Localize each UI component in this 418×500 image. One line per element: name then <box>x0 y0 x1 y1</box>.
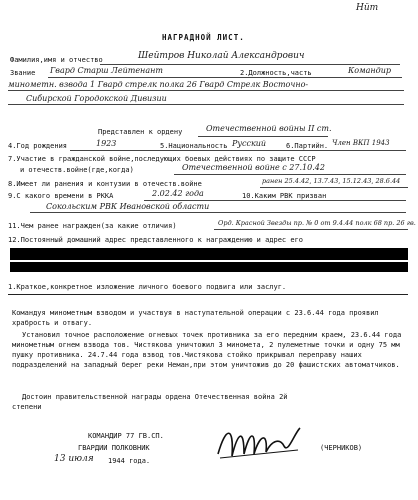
position-value-1: Командир <box>348 66 392 75</box>
date-handwritten: 13 июля <box>54 454 94 464</box>
fio-value: Шейтров Николай Александрович <box>138 51 305 61</box>
position-value-2: минометн. взвода 1 Гвард стрелк полка 26 Гвард Стрелк Восточно- <box>8 80 309 89</box>
wounds-underline <box>260 187 408 188</box>
body-paragraph-3: Достоин правительственной награды ордена Отечественная война 2й степени <box>12 393 288 411</box>
award-value: Отечественной войны II ст. <box>206 124 332 133</box>
commander-name: (ЧЕРНИКОВ) <box>320 444 363 452</box>
patriotic-war-value: Отечественной войне с 27.10.42 <box>182 163 325 172</box>
party-label: 6.Партийн. <box>286 142 329 150</box>
address-label: 12.Постоянный домашний адрес представленного к награждению и адрес его <box>8 236 304 244</box>
since-underline <box>144 200 406 201</box>
called-value: Сокольским РВК Ивановской области <box>46 202 210 211</box>
called-underline <box>30 212 406 213</box>
row4-underline <box>70 150 406 151</box>
corner-note: Нйт <box>356 3 379 13</box>
position-underline-3 <box>8 104 404 105</box>
birth-year-value: 1923 <box>96 139 117 148</box>
page-title: НАГРАДНОЙ ЛИСТ. <box>162 33 245 42</box>
body-paragraph-2: Установил точное расположение огневых точек противника за его передним краем, 23.6.44 года минометным огнем взвода тов. Чистякова уничтожил 3 миномета, 2 пулеметные точки и одну 75 мм пушку противника. 24.7.44 года взвод тов.Чистякова стойко прикрывал переправу наших подразделений на западный берег реки Неман,при этом уничтожив до 20 фашистских автоматчиков. <box>12 331 402 369</box>
patriotic-war-underline <box>174 174 406 175</box>
summary-divider <box>8 294 408 295</box>
commander-line-1: КОМАНДИР 77 ГВ.СП. <box>88 432 164 440</box>
commander-line-2: ГВАРДИИ ПОЛКОВНИК <box>78 444 150 452</box>
signature-scribble <box>214 420 304 464</box>
award-underline <box>198 136 328 137</box>
date-typed: 1944 года. <box>108 457 151 465</box>
party-value: Член ВКП 1943 <box>332 139 390 147</box>
rank-label: Звание <box>10 69 36 77</box>
award-label: Представлен к ордену <box>98 128 183 136</box>
wounds-value: ранен 25.4.42, 13.7.43, 15.12.43, 28.6.44 <box>262 177 401 185</box>
prev-awards-value: Орд. Красной Звезды пр. № 0 от 9.4.44 полк 68 пр. 26 гв. <box>218 219 416 227</box>
patriotic-war-label: и отечеств.войне(где,когда) <box>20 166 134 174</box>
position-value-3: Сибирской Городокской Дивизии <box>26 94 167 103</box>
prev-awards-underline <box>214 229 408 230</box>
redaction-bar-2 <box>10 262 408 272</box>
nationality-value: Русский <box>232 139 267 148</box>
position-underline-2 <box>8 90 404 91</box>
since-label: 9.С какого времени в РККА <box>8 192 114 200</box>
summary-heading: 1.Краткое,конкретное изложение личного боевого подвига или заслуг. <box>8 283 287 291</box>
since-value: 2.02.42 года <box>152 189 204 198</box>
position-label: 2.Должность,часть <box>240 69 312 77</box>
wounds-label: 8.Имеет ли ранения и контузии в отечеств.войне <box>8 180 202 188</box>
body-paragraph-1: Командуя минометным взводом и участвуя в наступательной операции с 23.6.44 года проявил храбрость и отвагу. <box>12 309 379 327</box>
prev-awards-label: 11.Чем ранее награжден(за какие отличия) <box>8 222 177 230</box>
rank-value: Гвард Старш Лейтенант <box>50 66 163 75</box>
birth-year-label: 4.Год рождения <box>8 142 68 150</box>
fio-label: Фамилия,имя и отчество <box>10 56 103 64</box>
rank-underline <box>48 77 402 78</box>
nationality-label: 5.Национальность <box>160 142 228 150</box>
called-label: 10.Каким РВК призван <box>242 192 327 200</box>
civil-war-label: 7.Участие в гражданской войне,последующих боевых действиях по защите СССР <box>8 155 316 163</box>
redaction-bar-1 <box>10 248 408 260</box>
fio-underline <box>100 64 400 65</box>
